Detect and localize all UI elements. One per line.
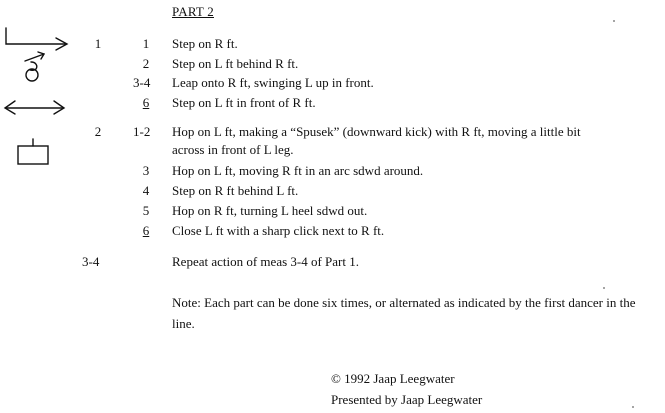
step-description: across in front of L leg. xyxy=(172,142,294,157)
step-row xyxy=(0,123,665,141)
step-row xyxy=(0,222,665,240)
count-number: 6 xyxy=(142,223,150,238)
count-number: 1-2 xyxy=(133,124,151,139)
page-title: PART 2 xyxy=(172,4,214,19)
measure-number: 2 xyxy=(94,124,102,139)
step-description: Repeat action of meas 3-4 of Part 1. xyxy=(172,254,359,269)
count-number: 3 xyxy=(142,163,150,178)
count-number: 3-4 xyxy=(133,75,151,90)
step-description: Step on L ft behind R ft. xyxy=(172,56,299,71)
count-number: 2 xyxy=(142,56,150,71)
step-description: Leap onto R ft, swinging L up in front. xyxy=(172,75,374,90)
step-description: Step on R ft behind L ft. xyxy=(172,183,299,198)
count-number: 6 xyxy=(142,95,150,110)
count-number: 1 xyxy=(142,36,150,51)
measure-number: 3-4 xyxy=(82,254,100,269)
step-row xyxy=(0,141,665,159)
step-description: Step on L ft in front of R ft. xyxy=(172,95,316,110)
step-description: Step on R ft. xyxy=(172,36,238,51)
dance-note: Note: Each part can be done six times, or alternated as indicated by the first dancer in the line. xyxy=(172,295,636,331)
step-description: Hop on L ft, moving R ft in an arc sdwd around. xyxy=(172,163,424,178)
step-description: Hop on R ft, turning L heel sdwd out. xyxy=(172,203,368,218)
step-row xyxy=(0,182,665,200)
step-row xyxy=(0,74,665,92)
step-row xyxy=(0,162,665,180)
step-description: Close L ft with a sharp click next to R ft. xyxy=(172,223,385,238)
count-number: 4 xyxy=(142,183,150,198)
presenter-line: Presented by Jaap Leegwater xyxy=(331,392,483,407)
scan-speck xyxy=(632,406,634,408)
step-row xyxy=(0,35,665,53)
step-description: Hop on L ft, making a “Spusek” (downward kick) with R ft, moving a little bit xyxy=(172,124,581,139)
measure-number: 1 xyxy=(94,36,102,51)
count-number: 5 xyxy=(142,203,150,218)
step-row xyxy=(0,202,665,220)
step-row xyxy=(0,94,665,112)
copyright-line: © 1992 Jaap Leegwater xyxy=(331,371,455,386)
credits xyxy=(331,368,482,410)
step-row xyxy=(0,55,665,73)
repeat-row xyxy=(0,253,665,271)
scan-speck xyxy=(613,20,615,22)
scan-speck xyxy=(603,287,605,289)
